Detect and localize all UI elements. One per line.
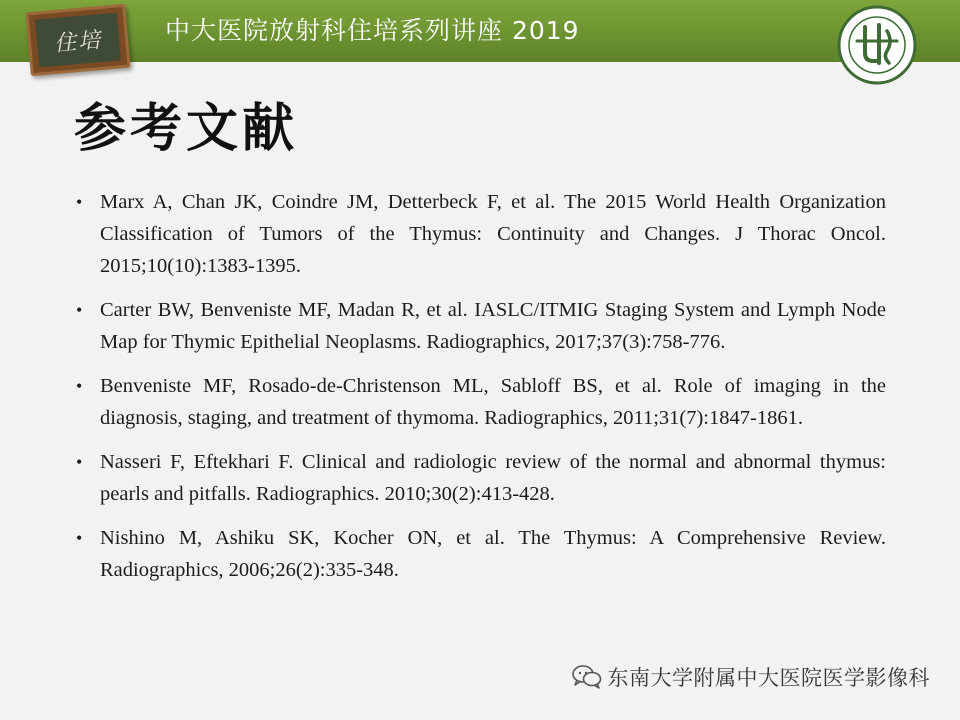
reference-text: Marx A, Chan JK, Coindre JM, Detterbeck F, et al. The 2015 World Health Organization Classification of Tumors of the Thymus: Continuity and Changes. J Thorac Oncol. 2015;10(10):1383-1395. (100, 191, 886, 277)
footer-watermark (572, 662, 931, 692)
reference-list (76, 186, 886, 598)
bullet: • (76, 376, 83, 396)
bullet: • (76, 192, 83, 212)
reference-item (76, 370, 886, 434)
reference-item (76, 186, 886, 282)
reference-text: Carter BW, Benveniste MF, Madan R, et al. IASLC/ITMIG Staging System and Lymph Node Map for Thymic Epithelial Neoplasms. Radiographics, 2017;37(3):758-776. (100, 299, 886, 353)
bullet: • (76, 452, 83, 472)
reference-text: Nasseri F, Eftekhari F. Clinical and radiologic review of the normal and abnormal thymus: pearls and pitfalls. Radiographics. 2010;30(2):413-428. (100, 451, 886, 505)
header-title: 中大医院放射科住培系列讲座 2019 (165, 16, 580, 45)
bullet: • (76, 300, 83, 320)
reference-item (76, 522, 886, 586)
badge-sign (25, 4, 130, 76)
wechat-icon (572, 664, 602, 690)
reference-text: Nishino M, Ashiku SK, Kocher ON, et al. The Thymus: A Comprehensive Review. Radiographics, 2006;26(2):335-348. (100, 527, 886, 581)
hospital-seal-logo (827, 5, 927, 105)
reference-text: Benveniste MF, Rosado-de-Christenson ML, Sabloff BS, et al. Role of imaging in the diagnosis, staging, and treatment of thymoma. Radiographics, 2011;31(7):1847-1861. (100, 375, 886, 429)
bullet: • (76, 528, 83, 548)
page-title: 参考文献 (74, 99, 299, 159)
badge-text: 住培 (53, 27, 104, 57)
badge-board (35, 13, 121, 68)
footer-text: 东南大学附属中大医院医学影像科 (607, 666, 930, 690)
reference-item (76, 294, 886, 358)
reference-item (76, 446, 886, 510)
